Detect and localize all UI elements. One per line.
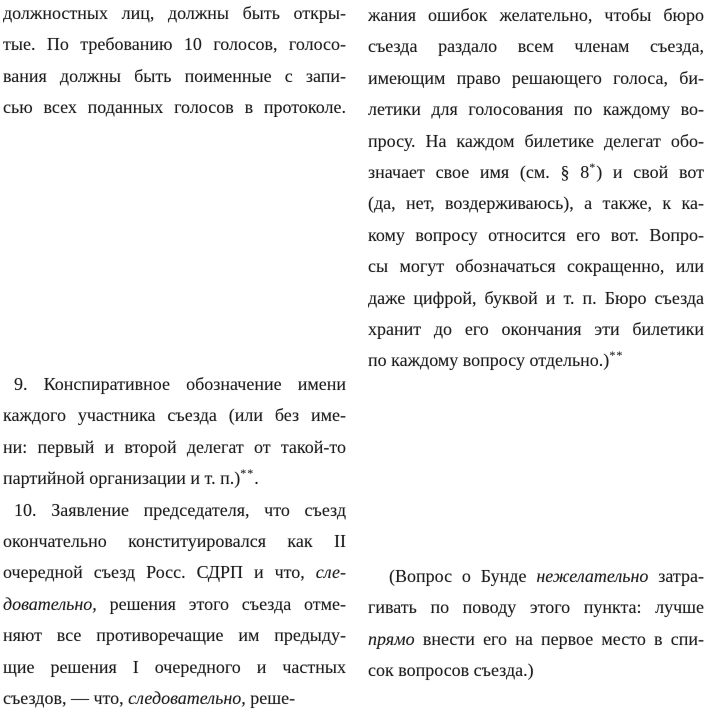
text-line [3, 557, 346, 588]
text-run: очередной съезд Росс. СДРП и что, [3, 562, 316, 583]
text-run: партийной организации и т. п.) [3, 468, 241, 489]
text-line [368, 188, 704, 219]
text-line [368, 63, 704, 94]
footnote-marker: ** [609, 348, 624, 363]
text-line [368, 0, 704, 31]
text-line [368, 561, 704, 592]
text-run: решения этого съезда отме- [96, 593, 346, 614]
text-line [368, 592, 704, 623]
text-run: летики для голосования по каждому во- [368, 99, 704, 120]
text-line [3, 61, 346, 92]
text-run: каждого участника съезда (или без име- [3, 405, 346, 426]
text-run: затра- [648, 566, 704, 586]
left-lower-text-block [3, 369, 346, 714]
text-line [3, 29, 346, 60]
paragraph-voting-rules-continuation [3, 0, 346, 124]
text-line [3, 526, 346, 557]
text-line [3, 589, 346, 620]
text-line [3, 652, 346, 683]
text-run: (да, нет, воздерживаюсь), а также, к ка- [368, 193, 704, 214]
text-run: ни: первый и второй делегат от такой-то [3, 436, 346, 457]
text-run: кому вопросу относится его вот. Вопро- [368, 224, 704, 245]
text-run: реше- [245, 687, 296, 708]
paragraph-item-9 [3, 369, 346, 495]
text-run: прямо [368, 628, 415, 649]
text-run: хранит до его окончания эти билетики [368, 318, 704, 339]
text-line [368, 31, 704, 62]
text-line [3, 0, 346, 29]
text-line [3, 495, 346, 526]
text-line [368, 94, 704, 125]
paragraph-bund-note [368, 561, 704, 687]
text-run: значает свое имя (см. § 8 [368, 161, 590, 182]
text-line [368, 655, 704, 686]
text-run: сле- [315, 562, 346, 583]
text-run: окончательно конституировался как II [3, 530, 346, 551]
text-run: тые. По требованию 10 голосов, голосо- [3, 34, 346, 55]
text-run: довательно, [3, 593, 97, 614]
text-run: (Вопрос о Бунде [389, 566, 537, 586]
text-line [368, 624, 704, 655]
text-run: сок вопросов съезда.) [368, 660, 534, 681]
text-run: ) и свой вот [596, 161, 704, 182]
text-line [3, 369, 346, 400]
text-run: сы могут обозначаться сокращенно, или [368, 256, 704, 277]
text-run: должностных лиц, должны быть откры- [3, 3, 346, 23]
footnote-marker: * [589, 159, 597, 174]
text-run: жания ошибок желательно, чтобы бюро [368, 5, 704, 25]
text-run: няют все противоречащие им предыду- [3, 625, 346, 646]
text-line [368, 126, 704, 157]
text-run: вания должны быть поименные с запи- [3, 65, 346, 86]
right-column [368, 0, 704, 717]
text-line [3, 92, 346, 123]
text-run: щие решения I очередного и частных [3, 656, 346, 677]
text-line [3, 463, 346, 494]
text-run: гивать по поводу этого пункта: лучше [368, 597, 704, 618]
text-run: внести его на первое место в спи- [414, 628, 704, 649]
text-line [368, 220, 704, 251]
text-line [368, 314, 704, 345]
text-run: съезда раздало всем членам съезда, [368, 36, 704, 57]
paragraph-ballots-continuation [368, 0, 704, 377]
text-line [368, 251, 704, 282]
text-run: 10. Заявление председателя, что съезд [14, 499, 346, 520]
text-run: съездов, — что, [3, 687, 129, 708]
text-run: просу. На каждом билетике делегат обо- [368, 130, 704, 151]
text-run: по каждому вопросу отдельно.) [368, 350, 610, 371]
text-line [3, 620, 346, 651]
text-run: имеющим право решающего голоса, би- [368, 67, 704, 88]
text-run: нежелательно [536, 566, 649, 586]
text-run: сью всех поданных голосов в протоколе. [3, 97, 346, 118]
text-run: . [254, 468, 259, 489]
left-column [3, 0, 346, 717]
text-line [368, 283, 704, 314]
text-line [3, 432, 346, 463]
text-run: даже цифрой, буквой и т. п. Бюро съезда [368, 287, 704, 308]
text-line [368, 157, 704, 188]
paragraph-item-10 [3, 495, 346, 715]
text-run: следовательно, [128, 687, 246, 708]
text-run: 9. Конспиративное обозначение имени [14, 374, 346, 394]
text-line [3, 683, 346, 714]
text-line [368, 345, 704, 376]
footnote-marker: ** [240, 466, 255, 481]
text-line [3, 400, 346, 431]
